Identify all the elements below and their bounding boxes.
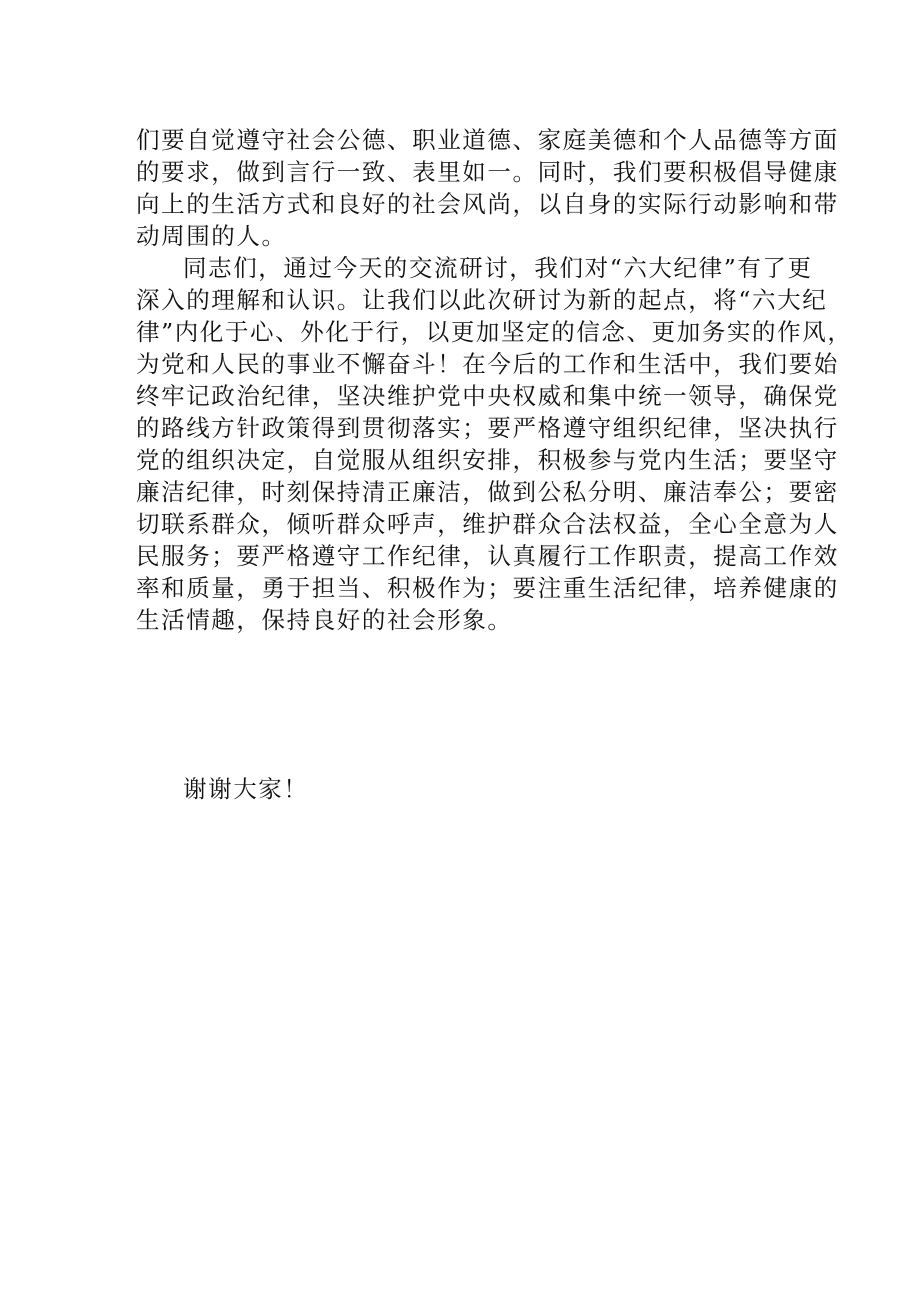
paragraph-line: 向上的生活方式和良好的社会风尚，以自身的实际行动影响和带 <box>136 190 839 218</box>
paragraph-line: 民服务；要严格遵守工作纪律，认真履行工作职责，提高工作效 <box>136 542 839 570</box>
paragraph-2 <box>136 252 853 636</box>
paragraph-line: 终牢记政治纪律，坚决维护党中央权威和集中统一领导，确保党 <box>136 382 839 410</box>
paragraph-1 <box>136 124 839 252</box>
paragraph-line: 生活情趣，保持良好的社会形象。 <box>136 606 513 634</box>
paragraph-line: 为党和人民的事业不懈奋斗！在今后的工作和生活中，我们要始 <box>136 350 839 378</box>
paragraph-line: 同志们，通过今天的交流研讨，我们对“六大纪律”有了更 <box>183 254 813 282</box>
paragraph-line: 党的组织决定，自觉服从组织安排，积极参与党内生活；要坚守 <box>136 446 839 474</box>
closing-remark <box>183 773 309 805</box>
paragraph-line: 的要求，做到言行一致、表里如一。同时，我们要积极倡导健康 <box>136 158 839 186</box>
paragraph-line: 切联系群众，倾听群众呼声，维护群众合法权益，全心全意为人 <box>136 510 839 538</box>
paragraph-line: 动周围的人。 <box>136 222 287 250</box>
paragraph-line: 廉洁纪律，时刻保持清正廉洁，做到公私分明、廉洁奉公；要密 <box>136 478 839 506</box>
paragraph-line: 深入的理解和认识。让我们以此次研讨为新的起点，将“六大纪 <box>136 286 828 314</box>
paragraph-line: 律”内化于心、外化于行，以更加坚定的信念、更加务实的作风， <box>136 318 853 346</box>
paragraph-line: 的路线方针政策得到贯彻落实；要严格遵守组织纪律，坚决执行 <box>136 414 839 442</box>
closing-line: 谢谢大家！ <box>183 775 309 803</box>
paragraph-line: 们要自觉遵守社会公德、职业道德、家庭美德和个人品德等方面 <box>136 126 839 154</box>
paragraph-line: 率和质量，勇于担当、积极作为；要注重生活纪律，培养健康的 <box>136 574 839 602</box>
